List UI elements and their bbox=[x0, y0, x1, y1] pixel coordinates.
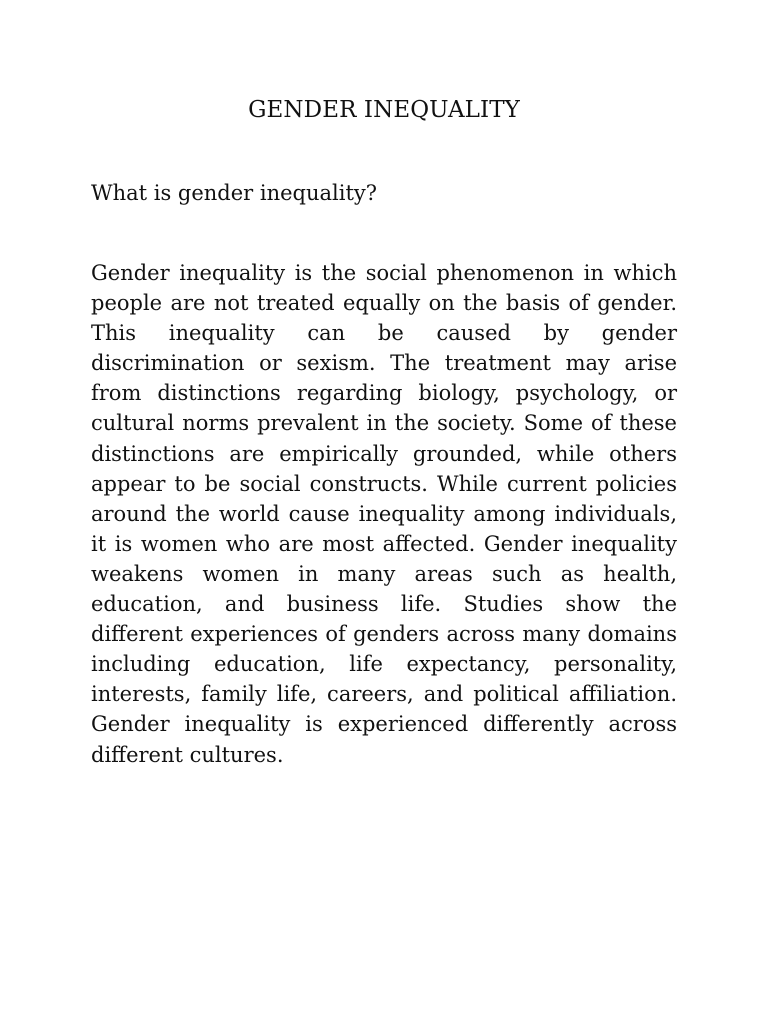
body-paragraph: Gender inequality is the social phenomenon in which people are not treated equally on the basis of gender. This inequality can be caused by gender discrimination or sexism. The treatment may arise from distinctions regarding biology, psychology, or cultural norms prevalent in the society. Some of these distinctions are empirically grounded, while others appear to be social constructs. While current policies around the world cause inequality among individuals, it is women who are most affected. Gender inequality weakens women in many areas such as health, education, and business life. Studies show the different experiences of genders across many domains including education, life expectancy, personality, interests, family life, careers, and political affiliation. Gender inequality is experienced differently across different cultures. bbox=[91, 261, 677, 767]
section-question: What is gender inequality? bbox=[91, 181, 378, 205]
page-title: GENDER INEQUALITY bbox=[248, 97, 520, 123]
